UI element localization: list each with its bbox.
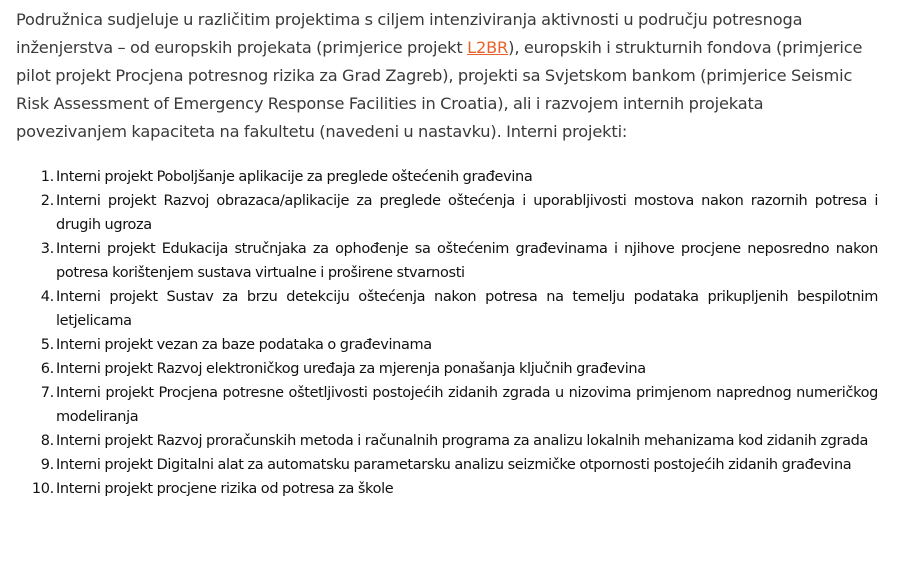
list-item xyxy=(31,477,878,501)
list-item-text: Interni projekt vezan za baze podataka o građevinama xyxy=(56,337,432,353)
intro-text-start: Podružnica sudjeluje u različitim projektima s ciljem intenziviranja aktivnosti u području potresnoga inženjerstva – od europskih projekata (primjerice projekt xyxy=(16,10,803,57)
list-item-text: Interni projekt Procjena potresne oštetljivosti postojećih zidanih zgrada u nizovima primjenom naprednog numeričkog modeliranja xyxy=(56,385,878,425)
list-item xyxy=(40,165,878,189)
list-item-number: 7. xyxy=(40,385,54,401)
list-item-text: Interni projekt Edukacija stručnjaka za ophođenje sa oštećenim građevinama i njihove procjene neposredno nakon potresa korištenjem sustava virtualne i proširene stvarnosti xyxy=(56,241,878,281)
list-item-text: Interni projekt procjene rizika od potresa za škole xyxy=(56,481,394,497)
list-item xyxy=(40,333,878,357)
list-item xyxy=(40,285,878,333)
list-item-text: Interni projekt Poboljšanje aplikacije za preglede oštećenih građevina xyxy=(56,169,533,185)
list-item-text: Interni projekt Sustav za brzu detekciju oštećenja nakon potresa na temelju podataka prikupljenih bespilotnim letjelicama xyxy=(56,289,878,329)
list-item-number: 5. xyxy=(40,337,54,353)
list-item xyxy=(40,357,878,381)
internal-projects-list xyxy=(16,165,878,501)
list-item xyxy=(40,429,878,453)
list-item xyxy=(40,237,878,285)
list-item-number: 2. xyxy=(40,193,54,209)
list-item-number: 3. xyxy=(40,241,54,257)
list-item-text: Interni projekt Razvoj obrazaca/aplikacije za preglede oštećenja i uporabljivosti mostova nakon razornih potresa i drugih ugroza xyxy=(56,193,878,233)
list-item-number: 10. xyxy=(31,481,54,497)
list-item-text: Interni projekt Digitalni alat za automatsku parametarsku analizu seizmičke otpornosti postojećih zidanih građevina xyxy=(56,457,852,473)
intro-paragraph xyxy=(16,6,878,146)
intro-text-end: ), europskih i strukturnih fondova (primjerice pilot projekt Procjena potresnog rizika za Grad Zagreb), projekti sa Svjetskom bankom (primjerice Seismic Risk Assessment of Emergency Response Facilities in Croatia), ali i razvojem internih projekata povezivanjem kapaciteta na fakultetu (navedeni u nastavku). Interni projekti: xyxy=(16,38,863,141)
list-item xyxy=(40,381,878,429)
list-item xyxy=(40,453,878,477)
list-item-number: 4. xyxy=(40,289,54,305)
list-item-text: Interni projekt Razvoj elektroničkog uređaja za mjerenja ponašanja ključnih građevina xyxy=(56,361,646,377)
l2br-link[interactable]: L2BR xyxy=(467,38,509,57)
list-item-number: 9. xyxy=(40,457,54,473)
list-item-number: 1. xyxy=(40,169,54,185)
list-item xyxy=(40,189,878,237)
list-item-number: 8. xyxy=(40,433,54,449)
list-item-text: Interni projekt Razvoj proračunskih metoda i računalnih programa za analizu lokalnih mehanizama kod zidanih zgrada xyxy=(56,433,868,449)
content xyxy=(16,6,878,497)
list-item-number: 6. xyxy=(40,361,54,377)
